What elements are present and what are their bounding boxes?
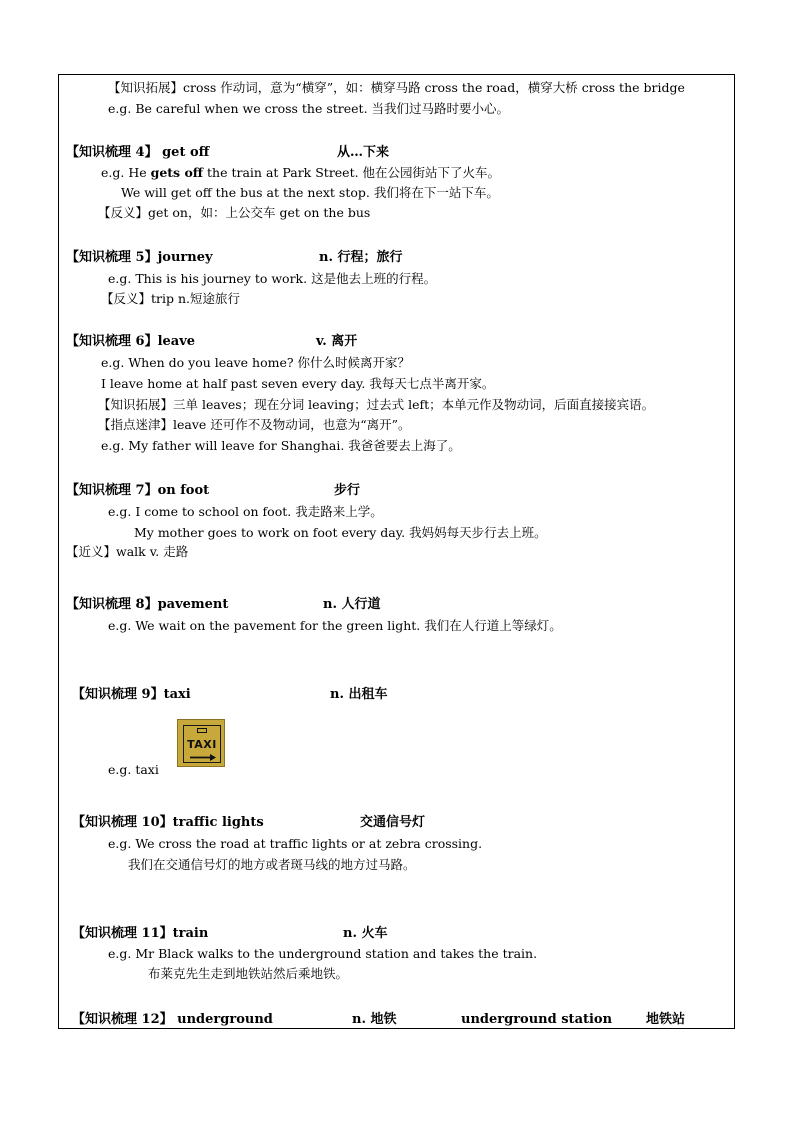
section-7-heading: 【知识梳理 7】on foot	[66, 483, 210, 498]
section-7-meaning: 步行	[334, 483, 361, 498]
section-5-meaning: n. 行程；旅行	[319, 250, 403, 265]
section-12-phrase-meaning: 地铁站	[646, 1012, 686, 1027]
example-1-prefix: e.g. He	[101, 165, 151, 180]
section-10-example-1: e.g. We cross the road at traffic lights or at zebra crossing.	[108, 836, 483, 851]
section-11-heading: 【知识梳理 11】train	[72, 926, 209, 941]
taxi-roof-light-icon	[197, 728, 207, 733]
knowledge-extension-cross: 【知识拓展】cross 作动词，意为“横穿”，如：横穿马路 cross the road，横穿大桥 cross the bridge	[108, 80, 685, 95]
example-1-rest: the train at Park Street. 他在公园街站下了火车。	[203, 165, 501, 180]
section-12-heading: 【知识梳理 12】 underground	[72, 1012, 273, 1027]
section-7-example-2: My mother goes to work on foot every day. 我妈妈每天步行去上班。	[134, 525, 547, 540]
section-10-heading: 【知识梳理 10】traffic lights	[72, 815, 264, 830]
taxi-sign-frame	[183, 725, 221, 763]
section-9-example: e.g. taxi	[108, 762, 159, 777]
section-6-example-1: e.g. When do you leave home? 你什么时候离开家？	[101, 355, 411, 370]
example-cross-street: e.g. Be careful when we cross the street. 当我们过马路时要小心。	[108, 101, 510, 116]
section-8-heading: 【知识梳理 8】pavement	[66, 597, 229, 612]
section-4-example-2: We will get off the bus at the next stop. 我们将在下一站下车。	[121, 185, 499, 200]
section-9-heading: 【知识梳理 9】taxi	[72, 687, 191, 702]
section-6-example-2: I leave home at half past seven every day. 我每天七点半离开家。	[101, 376, 495, 391]
section-6-heading: 【知识梳理 6】leave	[66, 334, 196, 349]
section-5-example-1: e.g. This is his journey to work. 这是他去上班的行程。	[108, 271, 437, 286]
section-5-antonym: 【反义】trip n.短途旅行	[101, 291, 240, 306]
section-7-example-1: e.g. I come to school on foot. 我走路来上学。	[108, 504, 383, 519]
section-9-meaning: n. 出租车	[330, 687, 388, 702]
section-4-antonym: 【反义】get on，如：上公交车 get on the bus	[98, 205, 371, 220]
section-11-meaning: n. 火车	[343, 926, 388, 941]
section-6-meaning: v. 离开	[316, 334, 358, 349]
section-7-synonym: 【近义】walk v. 走路	[66, 544, 189, 559]
section-4-heading: 【知识梳理 4】 get off	[66, 145, 210, 160]
section-11-example-1: e.g. Mr Black walks to the underground station and takes the train.	[108, 946, 538, 961]
section-8-meaning: n. 人行道	[323, 597, 381, 612]
section-6-example-3: e.g. My father will leave for Shanghai. 我爸爸要去上海了。	[101, 438, 461, 453]
section-11-example-2: 布莱克先生走到地铁站然后乘地铁。	[148, 966, 349, 981]
section-5-heading: 【知识梳理 5】journey	[66, 250, 213, 265]
section-10-example-2: 我们在交通信号灯的地方或者斑马线的地方过马路。	[128, 857, 416, 872]
taxi-sign-image	[177, 719, 225, 767]
taxi-sign-text: TAXI	[187, 738, 217, 751]
section-12-meaning: n. 地铁	[352, 1012, 397, 1027]
section-8-example-1: e.g. We wait on the pavement for the green light. 我们在人行道上等绿灯。	[108, 618, 562, 633]
section-4-example-1	[101, 165, 500, 181]
section-6-extension: 【知识拓展】三单 leaves；现在分词 leaving；过去式 left；本单元作及物动词，后面直接接宾语。	[98, 397, 655, 412]
section-10-meaning: 交通信号灯	[360, 815, 426, 830]
section-12-phrase: underground station	[461, 1012, 613, 1027]
example-1-keyword: gets off	[150, 165, 204, 180]
arrow-right-icon	[190, 754, 216, 761]
section-4-meaning: 从…下来	[337, 145, 390, 160]
section-6-tip: 【指点迷津】leave 还可作不及物动词，也意为“离开”。	[98, 417, 411, 432]
